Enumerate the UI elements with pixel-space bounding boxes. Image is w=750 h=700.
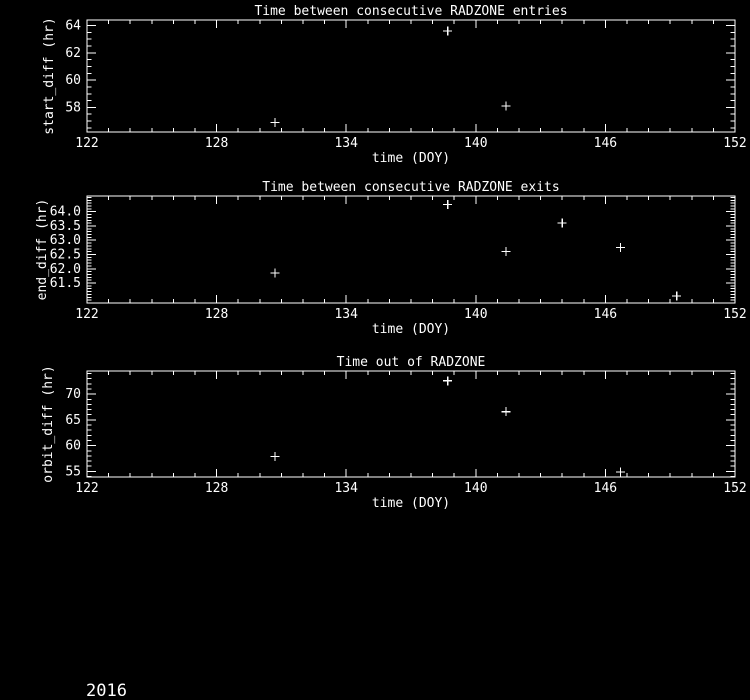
x-axis-label: time (DOY) <box>371 322 451 337</box>
y-tick-label: 55 <box>65 464 81 480</box>
x-tick-label: 134 <box>334 481 358 496</box>
plot-frame <box>87 20 735 132</box>
data-point-marker <box>270 269 279 278</box>
y-tick-label: 62.5 <box>49 247 81 263</box>
y-axis-label: orbit_diff (hr) <box>41 365 56 483</box>
data-point-marker <box>616 243 625 252</box>
data-point-marker <box>502 102 511 111</box>
x-axis-label: time (DOY) <box>371 496 451 511</box>
x-tick-label: 152 <box>723 307 747 322</box>
plot-title: Time between consecutive RADZONE entries <box>254 4 568 19</box>
y-axis-label: start_diff (hr) <box>42 17 57 135</box>
x-tick-label: 146 <box>593 307 618 322</box>
x-tick-label: 152 <box>723 136 747 151</box>
data-point-marker <box>558 219 567 228</box>
y-tick-label: 58 <box>65 100 81 116</box>
y-tick-label: 61.5 <box>49 276 81 292</box>
x-tick-label: 152 <box>723 481 747 496</box>
x-tick-label: 140 <box>464 481 488 496</box>
y-tick-label: 63.0 <box>49 233 81 249</box>
x-tick-label: 134 <box>334 307 358 322</box>
y-axis-label: end_diff (hr) <box>35 198 50 301</box>
y-tick-label: 64.0 <box>49 204 81 220</box>
data-point-marker <box>616 467 625 476</box>
x-tick-label: 146 <box>593 481 618 496</box>
radzone-entries-plot <box>42 4 747 166</box>
x-tick-label: 146 <box>593 136 618 151</box>
x-tick-label: 140 <box>464 307 488 322</box>
y-tick-label: 70 <box>65 387 81 403</box>
data-point-marker <box>270 118 279 127</box>
radzone-time-out-plot <box>41 355 747 511</box>
y-tick-label: 62.0 <box>49 261 81 277</box>
year-label: 2016 <box>86 681 127 700</box>
plot-title: Time between consecutive RADZONE exits <box>262 180 560 195</box>
x-tick-label: 134 <box>334 136 358 151</box>
data-point-marker <box>502 407 511 416</box>
plot-frame <box>87 196 735 303</box>
x-tick-label: 128 <box>204 307 229 322</box>
y-tick-label: 60 <box>65 73 81 89</box>
y-tick-label: 63.5 <box>49 218 81 234</box>
y-tick-label: 65 <box>65 412 81 428</box>
x-tick-label: 128 <box>204 136 229 151</box>
data-point-marker <box>443 26 452 35</box>
data-point-marker <box>502 247 511 256</box>
y-tick-label: 60 <box>65 438 81 454</box>
data-point-marker <box>270 452 279 461</box>
y-tick-label: 62 <box>65 45 81 61</box>
data-point-marker <box>443 200 452 209</box>
x-tick-label: 122 <box>75 136 99 151</box>
x-axis-label: time (DOY) <box>371 151 451 166</box>
x-tick-label: 122 <box>75 307 99 322</box>
y-tick-label: 64 <box>65 18 81 34</box>
x-tick-label: 128 <box>204 481 229 496</box>
plot-frame <box>87 371 735 477</box>
radzone-exits-plot <box>35 180 747 337</box>
x-tick-label: 122 <box>75 481 99 496</box>
x-tick-label: 140 <box>464 136 488 151</box>
plot-title: Time out of RADZONE <box>336 355 486 370</box>
data-point-marker <box>443 376 452 385</box>
data-point-marker <box>672 291 681 300</box>
